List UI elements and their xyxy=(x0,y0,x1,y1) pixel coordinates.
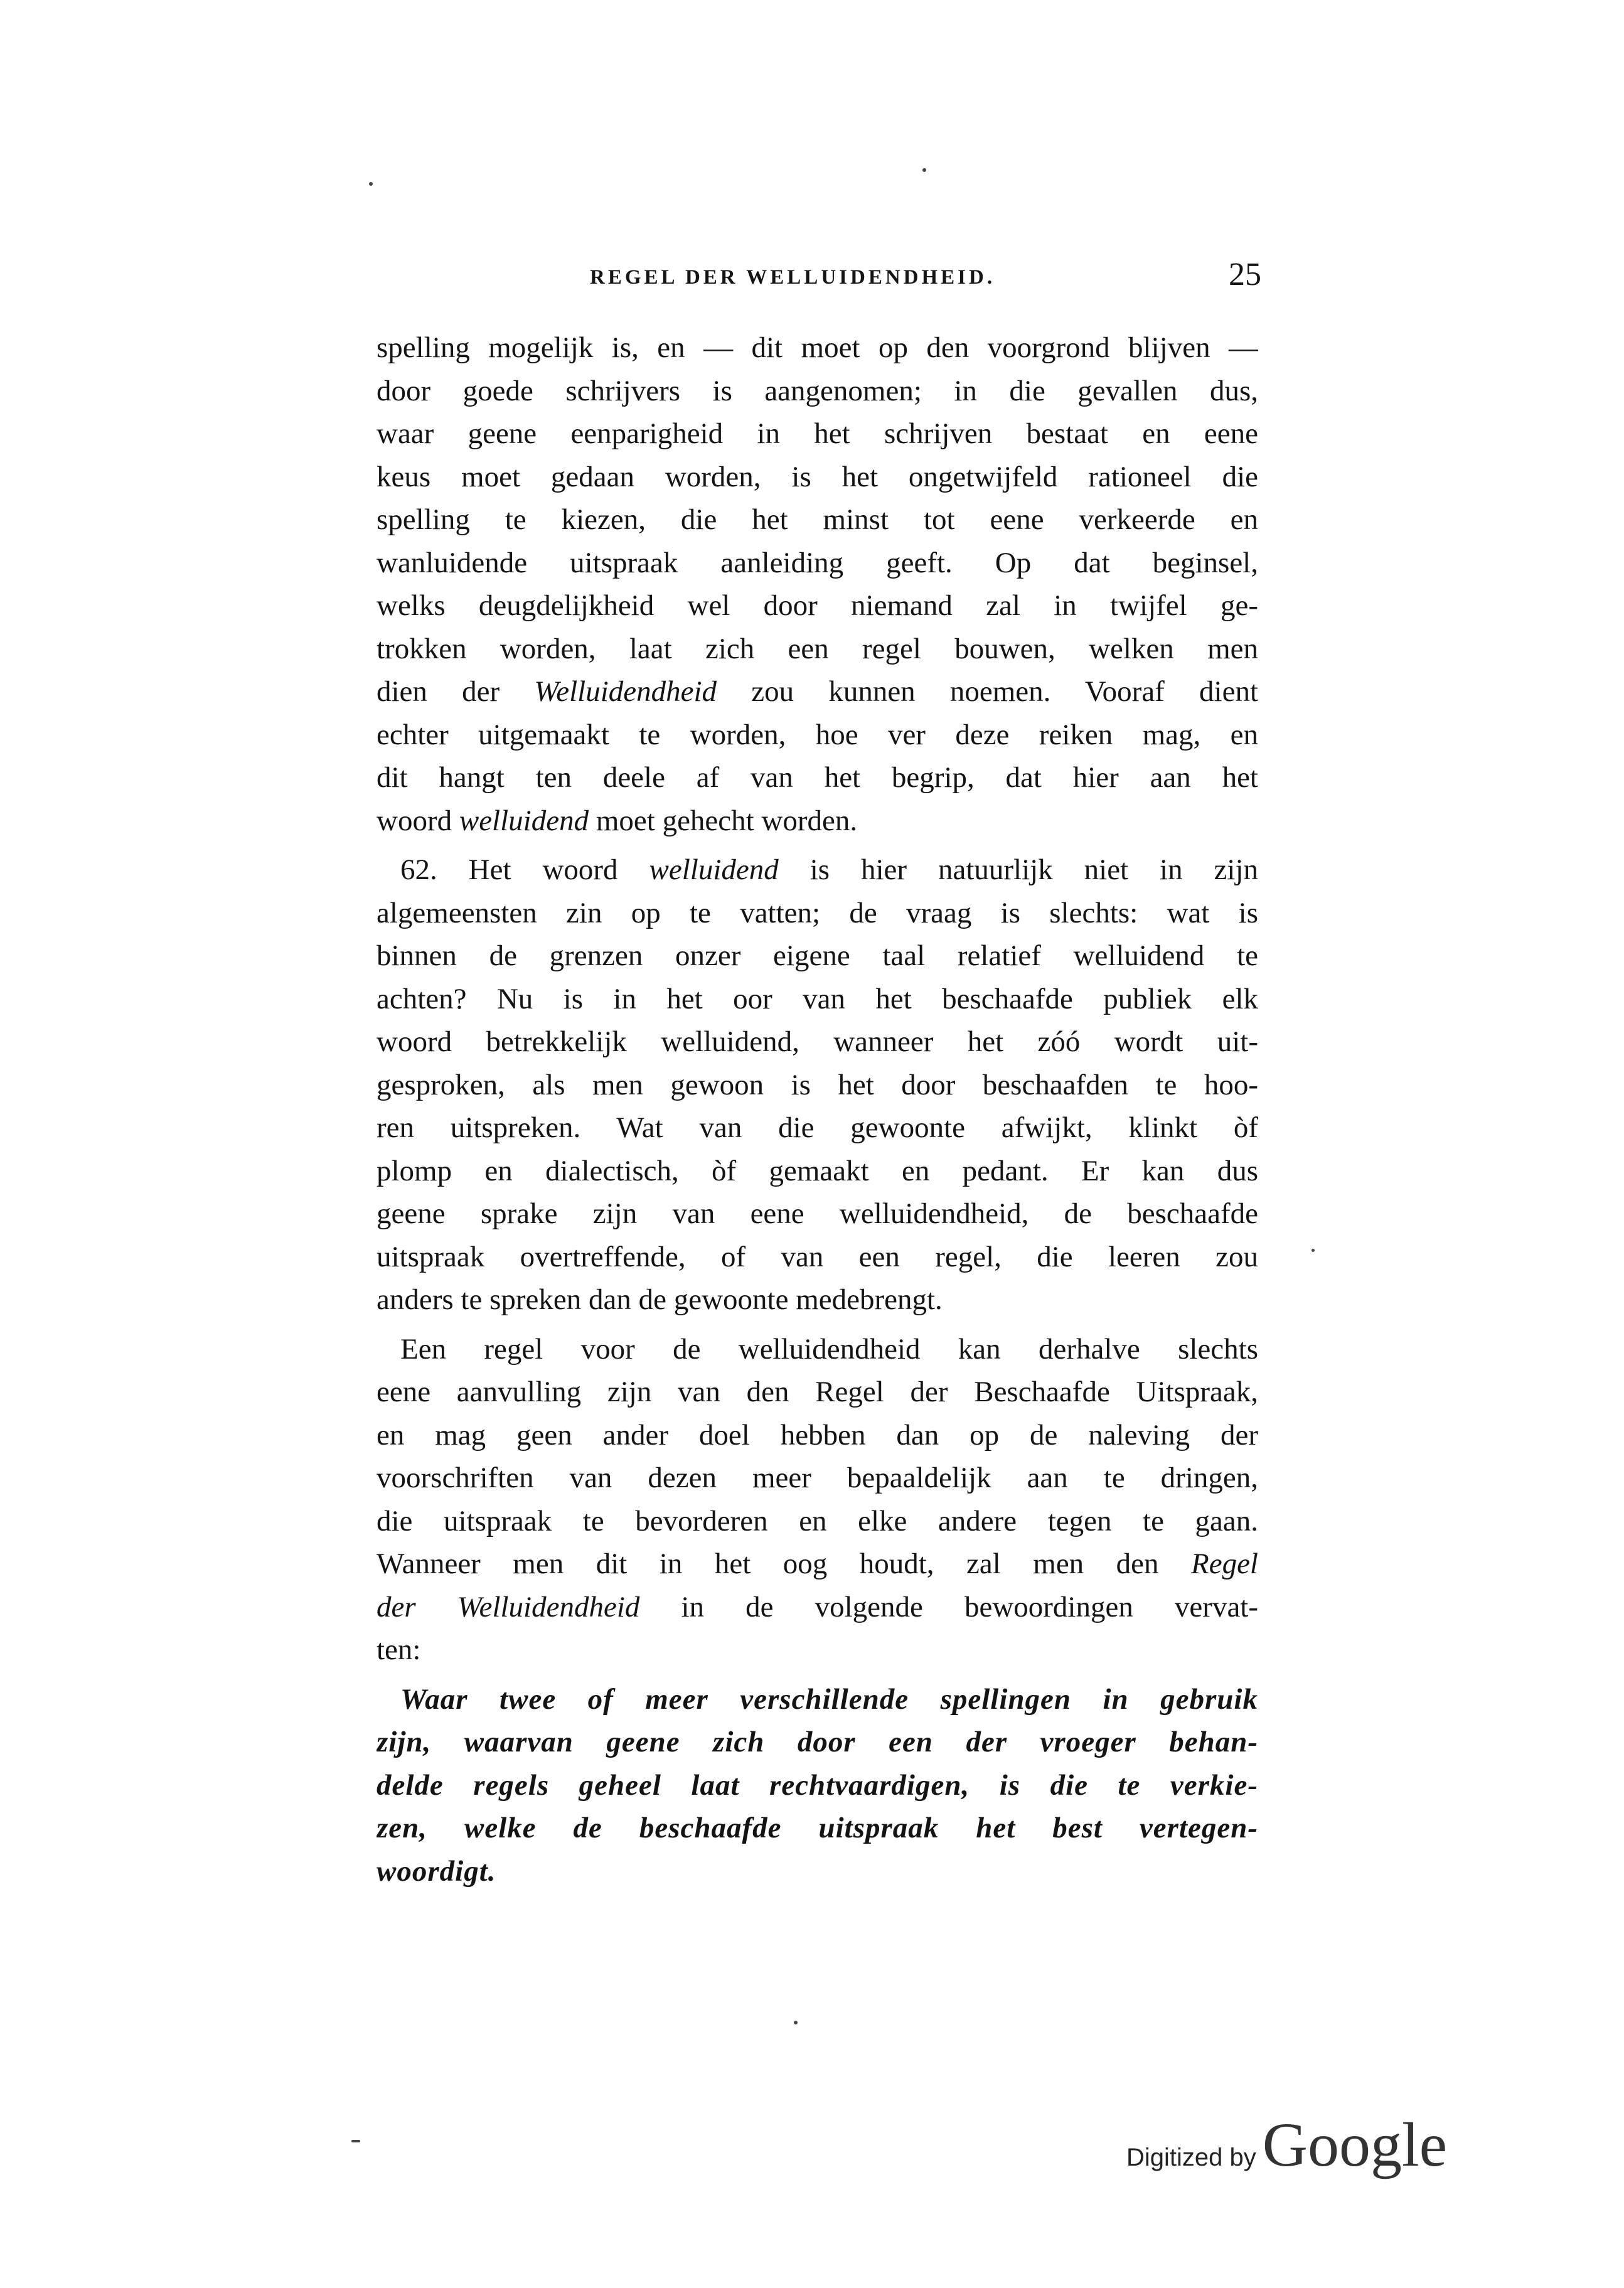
text-line: woordigt. xyxy=(377,1854,496,1888)
italic-term: welluidend xyxy=(459,804,589,837)
text-line: waar geene eenparigheid in het schrijven bestaat en eene xyxy=(377,417,1258,450)
google-wordmark: Google xyxy=(1262,2110,1448,2179)
text-line xyxy=(377,1542,1258,1586)
text-line: echter uitgemaakt te worden, hoe ver deze reiken mag, en xyxy=(377,718,1258,751)
italic-term: der Welluidendheid xyxy=(377,1590,640,1623)
text-line: achten? Nu is in het oor van het beschaafde publiek elk xyxy=(377,982,1258,1015)
text-line xyxy=(377,848,1258,892)
text-line: gesproken, als men gewoon is het door beschaafden te hoo- xyxy=(377,1068,1258,1101)
text-line: die uitspraak te bevorderen en elke andere tegen te gaan. xyxy=(377,1504,1258,1537)
paragraph-gap xyxy=(377,1672,1258,1678)
text-line: algemeensten zin op te vatten; de vraag is slechts: wat is xyxy=(377,896,1258,929)
scan-speck xyxy=(1311,1249,1315,1252)
text-line: zijn, waarvan geene zich door een der vroeger behan- xyxy=(377,1726,1258,1758)
text-run: Wanneer men dit in het oog houdt, zal men den xyxy=(377,1548,1159,1580)
text-run: dien der xyxy=(377,675,500,708)
text-line: Een regel voor de welluidendheid kan derhalve slechts xyxy=(400,1332,1258,1366)
text-line: dit hangt ten deele af van het begrip, dat hier aan het xyxy=(377,761,1258,794)
text-line: trokken worden, laat zich een regel bouwen, welken men xyxy=(377,632,1258,665)
text-run: moet gehecht worden. xyxy=(596,804,858,837)
text-line: zen, welke de beschaafde uitspraak het best vertegen- xyxy=(377,1812,1258,1844)
text-line: uitspraak overtreffende, of van een regel, die leeren zou xyxy=(377,1240,1258,1273)
text-line: eene aanvulling zijn van den Regel der Beschaafde Uitspraak, xyxy=(377,1376,1258,1408)
text-line: woord betrekkelijk welluidend, wanneer het zóó wordt uit- xyxy=(377,1025,1258,1058)
text-line: binnen de grenzen onzer eigene taal relatief welluidend te xyxy=(377,939,1258,972)
text-line: ren uitspreken. Wat van die gewoonte afwijkt, klinkt òf xyxy=(377,1111,1258,1144)
paragraph-3 xyxy=(377,1328,1258,1672)
paragraph-1 xyxy=(377,326,1258,842)
scan-speck xyxy=(369,182,373,186)
text-line: voorschriften van dezen meer bepaaldelijk aan te dringen, xyxy=(377,1462,1258,1494)
paragraph-2 xyxy=(377,848,1258,1322)
text-run: is hier natuurlijk niet in zijn xyxy=(809,853,1258,886)
text-run: 62. Het woord xyxy=(400,853,618,886)
text-run: zou kunnen noemen. Vooraf dient xyxy=(751,675,1258,708)
text-line: spelling mogelijk is, en — dit moet op den voorgrond blijven — xyxy=(377,331,1258,364)
paragraph-gap xyxy=(377,1322,1258,1328)
italic-term: welluidend xyxy=(649,853,779,886)
text-line: Waar twee of meer verschillende spellingen in gebruik xyxy=(400,1682,1258,1716)
text-line: spelling te kiezen, die het minst tot eene verkeerde en xyxy=(377,503,1258,536)
text-run: woord xyxy=(377,804,452,837)
digitized-watermark xyxy=(1126,2109,1447,2184)
text-line xyxy=(377,1586,1258,1629)
scan-speck xyxy=(922,168,926,172)
running-title: REGEL DER WELLUIDENDHEID. xyxy=(590,266,996,289)
text-line: welks deugdelijkheid wel door niemand zal in twijfel ge- xyxy=(377,589,1258,622)
scan-speck xyxy=(351,2140,360,2142)
page-number: 25 xyxy=(1229,257,1261,292)
text-line: en mag geen ander doel hebben dan op de naleving der xyxy=(377,1418,1258,1451)
scan-speck xyxy=(794,2021,798,2024)
text-line: geene sprake zijn van eene welluidendheid, de beschaafde xyxy=(377,1197,1258,1230)
text-line: door goede schrijvers is aangenomen; in die gevallen dus, xyxy=(377,374,1258,407)
text-line: wanluidende uitspraak aanleiding geeft. Op dat beginsel, xyxy=(377,546,1258,579)
text-line xyxy=(377,799,1258,843)
text-line: delde regels geheel laat rechtvaardigen, is die te verkie- xyxy=(377,1768,1258,1802)
page-header xyxy=(377,256,1261,306)
italic-term: Welluidendheid xyxy=(534,675,717,708)
page-body xyxy=(377,326,1258,1893)
paragraph-gap xyxy=(377,842,1258,848)
italic-term: Regel xyxy=(1191,1548,1258,1580)
digitized-by-label: Digitized by xyxy=(1126,2144,1256,2171)
text-line: anders te spreken dan de gewoonte medebrengt. xyxy=(377,1283,943,1316)
text-line xyxy=(377,670,1258,714)
text-line: plomp en dialectisch, òf gemaakt en pedant. Er kan dus xyxy=(377,1154,1258,1187)
text-run: in de volgende bewoordingen vervat- xyxy=(681,1590,1258,1623)
text-line: ten: xyxy=(377,1633,421,1666)
rule-statement xyxy=(377,1678,1258,1893)
text-line: keus moet gedaan worden, is het ongetwijfeld rationeel die xyxy=(377,460,1258,493)
